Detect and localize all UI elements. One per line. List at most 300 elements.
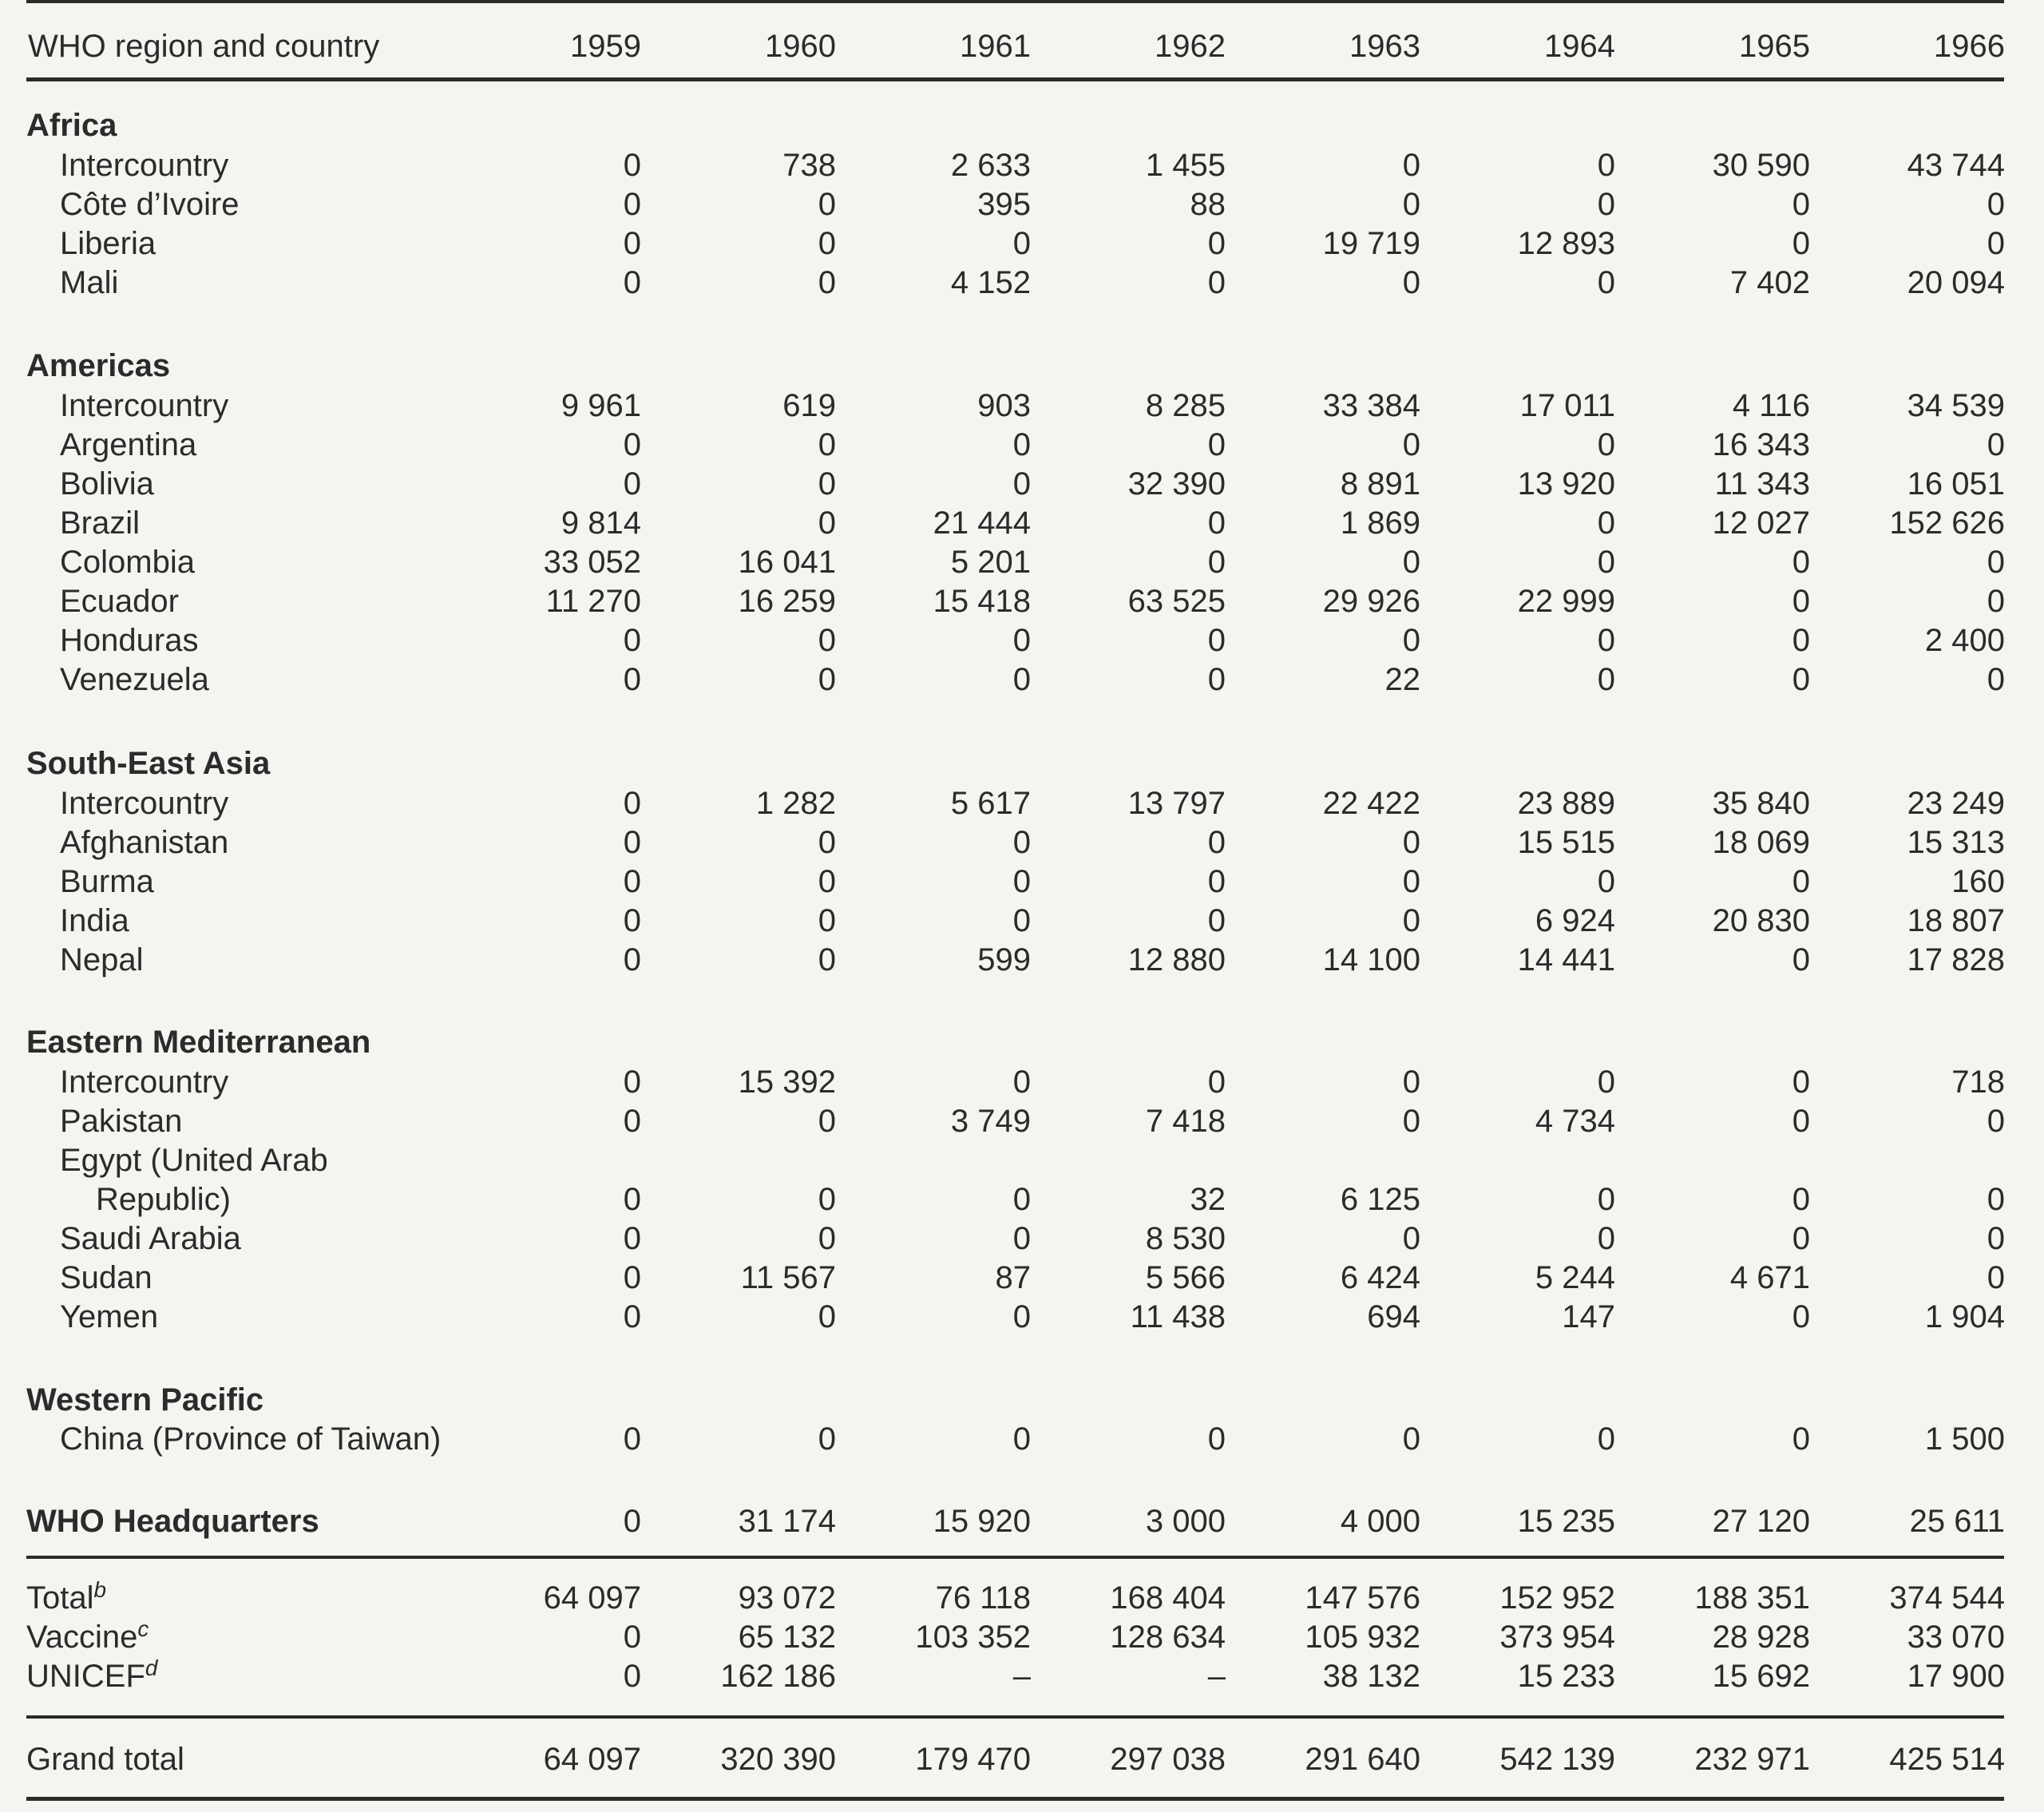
country-name: Bolivia	[60, 466, 154, 502]
table-cell: 0	[1597, 1421, 1615, 1457]
table-cell: 0	[1012, 623, 1031, 658]
table-cell: 0	[623, 148, 641, 183]
table-cell: 1 904	[1924, 1299, 2005, 1334]
table-cell: 38 132	[1322, 1659, 1420, 1694]
table-cell: –	[1012, 1659, 1031, 1694]
table-cell: 15 313	[1907, 825, 2005, 860]
table-cell: 0	[1207, 265, 1226, 300]
table-cell: 16 051	[1907, 466, 2005, 502]
table-cell: 0	[623, 903, 641, 938]
table-cell: 297 038	[1110, 1742, 1226, 1777]
table-cell: 0	[1792, 1065, 1810, 1100]
table-cell: 0	[1207, 623, 1226, 658]
table-cell: 0	[818, 466, 836, 502]
table-cell: 0	[818, 226, 836, 261]
country-name: China (Province of Taiwan)	[60, 1421, 442, 1457]
total-label: Vaccine$^c$	[26, 1616, 149, 1655]
table-cell: 147	[1562, 1299, 1615, 1334]
table-cell: 0	[1207, 662, 1226, 697]
region-heading-row	[0, 1380, 2044, 1420]
table-cell: 5 617	[950, 786, 1031, 821]
table-cell: 0	[1987, 1260, 2005, 1295]
table-cell: 33 052	[543, 545, 641, 580]
table-row	[0, 862, 2044, 902]
table-cell: 5 566	[1145, 1260, 1226, 1295]
country-name: Colombia	[60, 545, 195, 580]
table-cell: 0	[1792, 864, 1810, 899]
table-cell: 0	[818, 623, 836, 658]
table-cell: 0	[623, 786, 641, 821]
table-cell: 179 470	[915, 1742, 1031, 1777]
table-cell: 1 869	[1340, 506, 1420, 541]
table-cell: 0	[623, 623, 641, 658]
table-cell: 17 900	[1907, 1659, 2005, 1694]
table-row	[0, 386, 2044, 426]
table-cell: 128 634	[1110, 1620, 1226, 1655]
table-row	[0, 1062, 2044, 1102]
table-cell: 17 828	[1907, 942, 2005, 977]
table-cell: 20 830	[1712, 903, 1810, 938]
table-cell: 0	[1987, 427, 2005, 462]
country-name: Pakistan	[60, 1104, 183, 1139]
table-cell: 32 390	[1127, 466, 1226, 502]
table-cell: 0	[1012, 226, 1031, 261]
country-name: Intercountry	[60, 388, 229, 423]
year-header: 1960	[765, 29, 836, 64]
table-row	[0, 1180, 2044, 1219]
table-cell: 599	[977, 942, 1031, 977]
table-cell: 64 097	[543, 1580, 641, 1616]
table-cell: 0	[1792, 1182, 1810, 1217]
table-row	[0, 1297, 2044, 1337]
total-label: Total$^b$	[26, 1577, 107, 1616]
table-cell: 0	[1207, 506, 1226, 541]
table-cell: 162 186	[720, 1659, 836, 1694]
table-cell: 0	[818, 662, 836, 697]
country-name: Burma	[60, 864, 154, 899]
table-cell: 0	[1792, 1299, 1810, 1334]
table-cell: 0	[1012, 466, 1031, 502]
table-row	[0, 1219, 2044, 1259]
table-cell: 28 928	[1712, 1620, 1810, 1655]
table-cell: 0	[1987, 1221, 2005, 1256]
table-cell: 0	[1597, 623, 1615, 658]
subtotal-rule	[26, 1556, 2004, 1559]
table-cell: 23 249	[1907, 786, 2005, 821]
region-heading: Americas	[26, 348, 171, 383]
table-row	[0, 503, 2044, 543]
table-cell: 25 611	[1909, 1504, 2005, 1539]
table-cell: 87	[995, 1260, 1031, 1295]
region-heading-row	[0, 743, 2044, 783]
table-row	[0, 145, 2044, 185]
table-cell: 31 174	[738, 1504, 836, 1539]
table-cell: 0	[623, 265, 641, 300]
table-cell: 105 932	[1305, 1620, 1420, 1655]
table-cell: 15 515	[1517, 825, 1615, 860]
year-header: 1966	[1934, 29, 2005, 64]
hq-label: WHO Headquarters	[26, 1504, 319, 1539]
table-cell: 32	[1190, 1182, 1226, 1217]
table-cell: 0	[818, 506, 836, 541]
table-cell: 0	[818, 903, 836, 938]
table-cell: 8 891	[1340, 466, 1420, 502]
country-name: Intercountry	[60, 1065, 229, 1100]
country-name: Afghanistan	[60, 825, 229, 860]
table-cell: 291 640	[1305, 1742, 1420, 1777]
table-cell: 0	[818, 1221, 836, 1256]
total-label: UNICEF$^d$	[26, 1655, 158, 1694]
table-cell: 0	[1792, 623, 1810, 658]
table-cell: 0	[1402, 1065, 1420, 1100]
table-cell: 0	[1207, 825, 1226, 860]
table-cell: 0	[818, 187, 836, 222]
table-cell: 0	[1012, 1221, 1031, 1256]
table-cell: 0	[1597, 1182, 1615, 1217]
country-name: Nepal	[60, 942, 144, 977]
table-cell: 14 100	[1322, 942, 1420, 977]
table-cell: 0	[623, 427, 641, 462]
table-cell: 3 000	[1145, 1504, 1226, 1539]
table-cell: 0	[1987, 1104, 2005, 1139]
table-cell: 0	[1987, 584, 2005, 619]
table-cell: 0	[1402, 903, 1420, 938]
table-cell: 0	[623, 1659, 641, 1694]
table-cell: 0	[623, 1104, 641, 1139]
table-cell: 0	[1402, 148, 1420, 183]
table-cell: 19 719	[1322, 226, 1420, 261]
table-cell: 0	[1597, 662, 1615, 697]
table-cell: 7 418	[1145, 1104, 1226, 1139]
table-cell: 0	[1597, 187, 1615, 222]
region-heading-row	[0, 346, 2044, 386]
table-cell: 0	[818, 265, 836, 300]
table-cell: 395	[977, 187, 1031, 222]
table-row	[0, 263, 2044, 303]
table-cell: 15 692	[1712, 1659, 1810, 1694]
table-cell: 0	[623, 1299, 641, 1334]
grand-total-rule	[26, 1715, 2004, 1719]
table-cell: 15 920	[933, 1504, 1031, 1539]
table-cell: 16 343	[1712, 427, 1810, 462]
table-cell: 21 444	[933, 506, 1031, 541]
table-cell: 903	[977, 388, 1031, 423]
table-cell: 30 590	[1712, 148, 1810, 183]
table-cell: 0	[1207, 1065, 1226, 1100]
country-name: Brazil	[60, 506, 141, 541]
table-cell: 29 926	[1322, 584, 1420, 619]
table-cell: 0	[1792, 1421, 1810, 1457]
table-cell: 0	[1792, 545, 1810, 580]
table-cell: 15 235	[1517, 1504, 1615, 1539]
table-cell: 11 567	[740, 1260, 836, 1295]
table-cell: 188 351	[1694, 1580, 1810, 1616]
table-cell: 0	[1012, 1182, 1031, 1217]
table-cell: 425 514	[1889, 1742, 2005, 1777]
table-cell: 2 633	[950, 148, 1031, 183]
table-cell: 18 069	[1712, 825, 1810, 860]
country-name: Intercountry	[60, 148, 229, 183]
table-cell: 5 244	[1535, 1260, 1615, 1295]
table-cell: 0	[1987, 226, 2005, 261]
table-cell: 0	[1792, 1104, 1810, 1139]
grand-total-row	[0, 1739, 2044, 1779]
table-cell: 0	[818, 1421, 836, 1457]
table-row	[0, 1258, 2044, 1298]
table-row	[0, 1140, 2044, 1180]
table-cell: 0	[1987, 187, 2005, 222]
table-cell: 33 070	[1907, 1620, 2005, 1655]
table-cell: 147 576	[1305, 1580, 1420, 1616]
country-name: Honduras	[60, 623, 199, 658]
table-bottom-rule	[26, 1797, 2004, 1801]
table-cell: 7 402	[1729, 265, 1810, 300]
table-cell: 0	[1012, 427, 1031, 462]
table-cell: 0	[1012, 1421, 1031, 1457]
country-name-continued: Republic)	[96, 1182, 231, 1217]
table-row	[0, 542, 2044, 582]
table-cell: 65 132	[738, 1620, 836, 1655]
table-cell: 13 797	[1127, 786, 1226, 821]
table-cell: 374 544	[1889, 1580, 2005, 1616]
table-cell: 16 259	[738, 584, 836, 619]
table-cell: 27 120	[1712, 1504, 1810, 1539]
table-row	[0, 940, 2044, 980]
table-cell: 14 441	[1517, 942, 1615, 977]
table-cell: 0	[1402, 1221, 1420, 1256]
total-row	[0, 1656, 2044, 1696]
table-cell: 0	[1402, 187, 1420, 222]
table-cell: 4 152	[950, 265, 1031, 300]
total-row	[0, 1617, 2044, 1657]
table-header-row	[0, 26, 2044, 66]
country-name: Liberia	[60, 226, 156, 261]
table-cell: 22 999	[1517, 584, 1615, 619]
table-cell: 0	[818, 825, 836, 860]
table-cell: 4 734	[1535, 1104, 1615, 1139]
year-header: 1965	[1739, 29, 1810, 64]
table-cell: 0	[623, 942, 641, 977]
table-cell: 0	[1597, 1221, 1615, 1256]
table-cell: 232 971	[1694, 1742, 1810, 1777]
table-cell: 0	[818, 864, 836, 899]
country-name: India	[60, 903, 129, 938]
region-heading: South-East Asia	[26, 746, 271, 781]
table-cell: 0	[1207, 864, 1226, 899]
table-row	[0, 184, 2044, 224]
table-cell: 0	[1207, 545, 1226, 580]
total-row	[0, 1578, 2044, 1618]
table-cell: 15 392	[738, 1065, 836, 1100]
table-cell: 0	[1207, 226, 1226, 261]
table-cell: 0	[623, 1620, 641, 1655]
table-cell: 0	[623, 1065, 641, 1100]
table-cell: 0	[1402, 427, 1420, 462]
country-name: Egypt (United Arab	[60, 1143, 328, 1178]
region-heading-row	[0, 1022, 2044, 1062]
table-cell: 20 094	[1907, 265, 2005, 300]
table-cell: 0	[1987, 662, 2005, 697]
table-cell: 160	[1951, 864, 2005, 899]
table-cell: 0	[1792, 226, 1810, 261]
table-cell: 0	[1402, 1104, 1420, 1139]
table-cell: 0	[623, 1221, 641, 1256]
table-cell: 0	[818, 942, 836, 977]
table-row	[0, 660, 2044, 700]
table-row	[0, 783, 2044, 823]
table-cell: 6 125	[1340, 1182, 1420, 1217]
table-cell: 168 404	[1110, 1580, 1226, 1616]
grand-total-label: Grand total	[26, 1742, 184, 1777]
table-cell: 11 343	[1714, 466, 1810, 502]
table-cell: 619	[782, 388, 836, 423]
table-cell: –	[1207, 1659, 1226, 1694]
table-cell: 0	[623, 1260, 641, 1295]
country-name: Côte d’Ivoire	[60, 187, 240, 222]
region-heading-row	[0, 105, 2044, 145]
table-cell: 0	[1402, 864, 1420, 899]
table-cell: 0	[1012, 864, 1031, 899]
table-row	[0, 224, 2044, 264]
country-name: Argentina	[60, 427, 197, 462]
table-cell: 4 116	[1732, 388, 1810, 423]
region-column-header: WHO region and country	[28, 29, 380, 64]
table-cell: 0	[1402, 825, 1420, 860]
table-cell: 152 626	[1889, 506, 2005, 541]
table-cell: 0	[1402, 1421, 1420, 1457]
footnote-marker: d	[145, 1655, 158, 1680]
table-cell: 738	[782, 148, 836, 183]
table-cell: 9 961	[561, 388, 641, 423]
table-cell: 718	[1951, 1065, 2005, 1100]
table-cell: 0	[1012, 662, 1031, 697]
table-top-rule	[26, 0, 2004, 3]
table-cell: 93 072	[738, 1580, 836, 1616]
table-cell: 4 000	[1340, 1504, 1420, 1539]
table-cell: 0	[1792, 584, 1810, 619]
table-cell: 0	[623, 466, 641, 502]
table-cell: 694	[1367, 1299, 1420, 1334]
table-cell: 0	[818, 427, 836, 462]
table-cell: 43 744	[1907, 148, 2005, 183]
region-heading: Africa	[26, 108, 117, 143]
country-name: Mali	[60, 265, 119, 300]
header-rule	[26, 77, 2004, 81]
table-cell: 0	[1207, 427, 1226, 462]
table-cell: 0	[1597, 506, 1615, 541]
table-cell: 0	[1987, 545, 2005, 580]
table-cell: 22 422	[1322, 786, 1420, 821]
table-cell: 0	[623, 1421, 641, 1457]
table-cell: 0	[1597, 265, 1615, 300]
table-cell: 0	[1012, 1065, 1031, 1100]
table-cell: 0	[623, 187, 641, 222]
table-cell: 1 455	[1145, 148, 1226, 183]
table-cell: 18 807	[1907, 903, 2005, 938]
table-cell: 0	[1597, 1065, 1615, 1100]
table-cell: 12 893	[1517, 226, 1615, 261]
table-cell: 23 889	[1517, 786, 1615, 821]
table-cell: 12 027	[1712, 506, 1810, 541]
table-cell: 12 880	[1127, 942, 1226, 977]
table-cell: 0	[623, 864, 641, 899]
year-header: 1962	[1155, 29, 1226, 64]
table-row	[0, 1101, 2044, 1141]
country-name: Yemen	[60, 1299, 159, 1334]
table-cell: 320 390	[720, 1742, 836, 1777]
region-heading: Western Pacific	[26, 1382, 264, 1417]
table-cell: 0	[1207, 1421, 1226, 1457]
table-cell: 17 011	[1519, 388, 1615, 423]
table-cell: 0	[818, 1104, 836, 1139]
table-cell: 11 270	[545, 584, 641, 619]
table-cell: 542 139	[1499, 1742, 1615, 1777]
footnote-marker: b	[93, 1577, 107, 1602]
country-name: Intercountry	[60, 786, 229, 821]
table-cell: 1 500	[1924, 1421, 2005, 1457]
table-cell: 22	[1384, 662, 1420, 697]
country-name: Ecuador	[60, 584, 179, 619]
footnote-marker: c	[137, 1616, 149, 1641]
table-cell: 2 400	[1924, 623, 2005, 658]
table-cell: 0	[818, 1182, 836, 1217]
table-cell: 0	[1597, 427, 1615, 462]
table-cell: 13 920	[1517, 466, 1615, 502]
table-cell: 34 539	[1907, 388, 2005, 423]
table-cell: 0	[1987, 1182, 2005, 1217]
table-cell: 0	[1402, 623, 1420, 658]
table-cell: 88	[1190, 187, 1226, 222]
table-row	[0, 1419, 2044, 1459]
table-cell: 0	[1012, 1299, 1031, 1334]
table-cell: 0	[623, 1182, 641, 1217]
table-cell: 33 384	[1322, 388, 1420, 423]
table-cell: 6 924	[1535, 903, 1615, 938]
table-cell: 103 352	[915, 1620, 1031, 1655]
table-cell: 0	[1012, 825, 1031, 860]
country-name: Sudan	[60, 1260, 153, 1295]
table-cell: 0	[1597, 545, 1615, 580]
table-cell: 4 671	[1729, 1260, 1810, 1295]
table-row	[0, 621, 2044, 660]
table-cell: 152 952	[1499, 1580, 1615, 1616]
table-cell: 0	[623, 825, 641, 860]
table-cell: 6 424	[1340, 1260, 1420, 1295]
table-cell: 15 233	[1517, 1659, 1615, 1694]
country-name: Venezuela	[60, 662, 209, 697]
table-cell: 0	[623, 662, 641, 697]
table-row	[0, 425, 2044, 465]
table-row	[0, 823, 2044, 862]
table-cell: 3 749	[950, 1104, 1031, 1139]
table-cell: 0	[1207, 903, 1226, 938]
region-heading: Eastern Mediterranean	[26, 1025, 371, 1060]
table-cell: 0	[1597, 148, 1615, 183]
year-header: 1964	[1544, 29, 1615, 64]
table-cell: 63 525	[1127, 584, 1226, 619]
table-cell: 0	[818, 1299, 836, 1334]
year-header: 1963	[1349, 29, 1420, 64]
table-cell: 16 041	[738, 545, 836, 580]
table-cell: 0	[623, 226, 641, 261]
table-row	[0, 901, 2044, 941]
country-name: Saudi Arabia	[60, 1221, 241, 1256]
table-cell: 0	[1012, 903, 1031, 938]
table-cell: 0	[1402, 265, 1420, 300]
table-cell: 15 418	[933, 584, 1031, 619]
table-cell: 0	[1597, 864, 1615, 899]
table-cell: 11 438	[1130, 1299, 1226, 1334]
